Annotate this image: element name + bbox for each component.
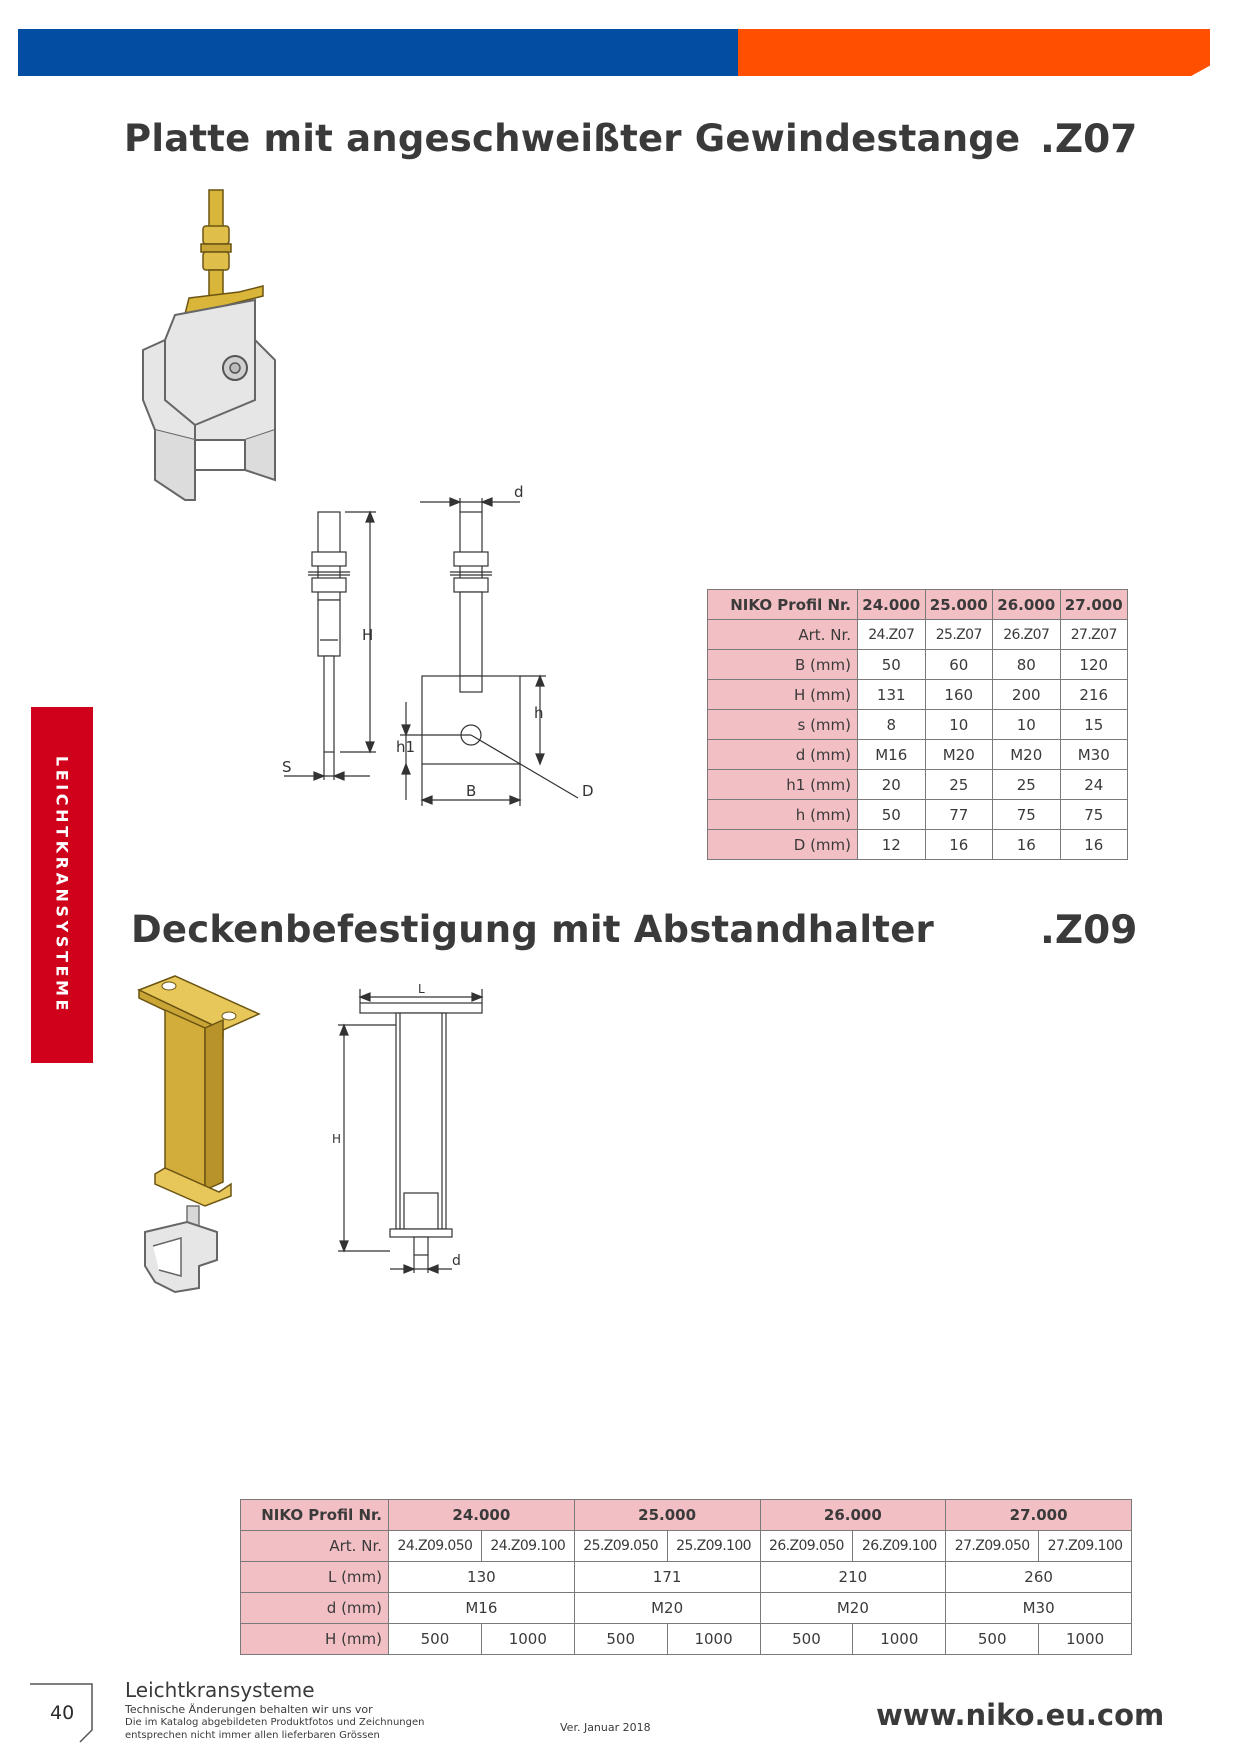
- dim-label-B: B: [466, 782, 477, 800]
- footer-note-2: Die im Katalog abgebildeten Produktfotos und Zeichnungen: [125, 1717, 425, 1728]
- top-bar-blue: [18, 29, 738, 76]
- row-label: Art. Nr.: [708, 620, 858, 650]
- dim-label-h: h: [534, 704, 544, 722]
- table-cell: 160: [925, 680, 993, 710]
- table-row: [708, 830, 1128, 860]
- top-bar-orange: [738, 29, 1210, 76]
- table-cell: 500: [760, 1624, 853, 1655]
- table-cell: 1000: [667, 1624, 760, 1655]
- side-tab: [31, 707, 93, 1063]
- table-cell: M20: [760, 1593, 946, 1624]
- table-cell: 50: [858, 800, 926, 830]
- table-cell: 210: [760, 1562, 946, 1593]
- table-cell: 27.Z07: [1060, 620, 1128, 650]
- table-row: [241, 1593, 1132, 1624]
- table-row: [708, 650, 1128, 680]
- row-label: h (mm): [708, 800, 858, 830]
- footer-note-3: entsprechen nicht immer allen lieferbaren Grössen: [125, 1730, 380, 1741]
- dim-label-D: D: [582, 782, 594, 800]
- table-cell: 260: [946, 1562, 1132, 1593]
- footer-url[interactable]: www.niko.eu.com: [876, 1698, 1165, 1732]
- table-cell: 1000: [481, 1624, 574, 1655]
- header-label: NIKO Profil Nr.: [708, 590, 858, 620]
- table-cell: 25.Z09.100: [667, 1531, 760, 1562]
- table-cell: 60: [925, 650, 993, 680]
- footer-version: Ver. Januar 2018: [560, 1721, 651, 1734]
- table-cell: 50: [858, 650, 926, 680]
- table-row: [708, 770, 1128, 800]
- table-cell: 77: [925, 800, 993, 830]
- table-cell: 24: [1060, 770, 1128, 800]
- table-cell: 26.Z07: [993, 620, 1061, 650]
- table-cell: M16: [389, 1593, 575, 1624]
- table-cell: 27.Z09.050: [946, 1531, 1039, 1562]
- top-color-bar: [18, 29, 1210, 76]
- table-cell: 26.Z09.100: [853, 1531, 946, 1562]
- table-cell: 16: [925, 830, 993, 860]
- row-label: L (mm): [241, 1562, 389, 1593]
- footer-heading: Leichtkransysteme: [125, 1678, 315, 1702]
- table-cell: 27.Z09.100: [1039, 1531, 1132, 1562]
- table-row: [241, 1624, 1132, 1655]
- table-cell: 1000: [1039, 1624, 1132, 1655]
- table-cell: 10: [925, 710, 993, 740]
- dim-label-H: H: [362, 626, 374, 644]
- table-cell: 130: [389, 1562, 575, 1593]
- table-cell: 80: [993, 650, 1061, 680]
- dim-label-H: H: [332, 1132, 342, 1146]
- row-label: B (mm): [708, 650, 858, 680]
- row-label: h1 (mm): [708, 770, 858, 800]
- table-cell: 24.Z07: [858, 620, 926, 650]
- table-cell: 25: [993, 770, 1061, 800]
- table-cell: 25.Z09.050: [574, 1531, 667, 1562]
- profile-cell: 26.000: [993, 590, 1061, 620]
- table-cell: M20: [574, 1593, 760, 1624]
- spec-table-z09: [240, 1499, 1132, 1655]
- side-tab-label: LEICHTKRANSYSTEME: [52, 755, 72, 1015]
- table-cell: 12: [858, 830, 926, 860]
- table-cell: 10: [993, 710, 1061, 740]
- dim-label-h1: h1: [396, 738, 416, 756]
- table-cell: M20: [925, 740, 993, 770]
- page-number: 40: [50, 1702, 75, 1724]
- row-label: d (mm): [241, 1593, 389, 1624]
- row-label: H (mm): [708, 680, 858, 710]
- section1-title: Platte mit angeschweißter Gewindestange: [124, 117, 1021, 160]
- section2-title: Deckenbefestigung mit Abstandhalter: [131, 908, 934, 951]
- technical-drawing-z09: [320, 982, 500, 1275]
- table-row: [708, 590, 1128, 620]
- table-cell: 75: [993, 800, 1061, 830]
- table-cell: 16: [1060, 830, 1128, 860]
- profile-cell: 27.000: [946, 1500, 1132, 1531]
- table-row: [241, 1531, 1132, 1562]
- dim-label-L: L: [418, 982, 425, 996]
- profile-cell: 24.000: [858, 590, 926, 620]
- table-row: [708, 740, 1128, 770]
- table-cell: M30: [946, 1593, 1132, 1624]
- row-label: D (mm): [708, 830, 858, 860]
- page-number-box: [30, 1684, 92, 1742]
- table-cell: 24.Z09.100: [481, 1531, 574, 1562]
- section1-code: .Z07: [1040, 117, 1138, 162]
- product-image-z07: [135, 190, 315, 510]
- table-cell: 500: [389, 1624, 482, 1655]
- table-cell: 200: [993, 680, 1061, 710]
- table-cell: M16: [858, 740, 926, 770]
- table-cell: 120: [1060, 650, 1128, 680]
- table-row: [708, 680, 1128, 710]
- table-cell: 25.Z07: [925, 620, 993, 650]
- table-cell: 216: [1060, 680, 1128, 710]
- table-cell: 8: [858, 710, 926, 740]
- row-label: H (mm): [241, 1624, 389, 1655]
- table-cell: M20: [993, 740, 1061, 770]
- table-row: [241, 1562, 1132, 1593]
- row-label: d (mm): [708, 740, 858, 770]
- table-cell: 16: [993, 830, 1061, 860]
- table-cell: 171: [574, 1562, 760, 1593]
- row-label: Art. Nr.: [241, 1531, 389, 1562]
- table-row: [708, 800, 1128, 830]
- dim-label-d: d: [452, 1253, 461, 1269]
- row-label: s (mm): [708, 710, 858, 740]
- dim-label-S: S: [282, 758, 292, 776]
- header-label: NIKO Profil Nr.: [241, 1500, 389, 1531]
- product-image-z09: [135, 970, 265, 1300]
- table-cell: M30: [1060, 740, 1128, 770]
- dim-label-d: d: [514, 483, 524, 501]
- table-row: [708, 710, 1128, 740]
- table-cell: 15: [1060, 710, 1128, 740]
- footer-note-1: Technische Änderungen behalten wir uns vor: [125, 1703, 373, 1716]
- table-cell: 25: [925, 770, 993, 800]
- table-cell: 26.Z09.050: [760, 1531, 853, 1562]
- table-cell: 500: [574, 1624, 667, 1655]
- table-cell: 131: [858, 680, 926, 710]
- profile-cell: 25.000: [925, 590, 993, 620]
- section2-code: .Z09: [1040, 908, 1138, 953]
- profile-cell: 25.000: [574, 1500, 760, 1531]
- profile-cell: 26.000: [760, 1500, 946, 1531]
- table-cell: 1000: [853, 1624, 946, 1655]
- table-cell: 75: [1060, 800, 1128, 830]
- table-row: [708, 620, 1128, 650]
- profile-cell: 24.000: [389, 1500, 575, 1531]
- profile-cell: 27.000: [1060, 590, 1128, 620]
- technical-drawing-z07: [270, 480, 610, 820]
- table-row: [241, 1500, 1132, 1531]
- spec-table-z07: [707, 589, 1128, 860]
- table-cell: 500: [946, 1624, 1039, 1655]
- table-cell: 20: [858, 770, 926, 800]
- table-cell: 24.Z09.050: [389, 1531, 482, 1562]
